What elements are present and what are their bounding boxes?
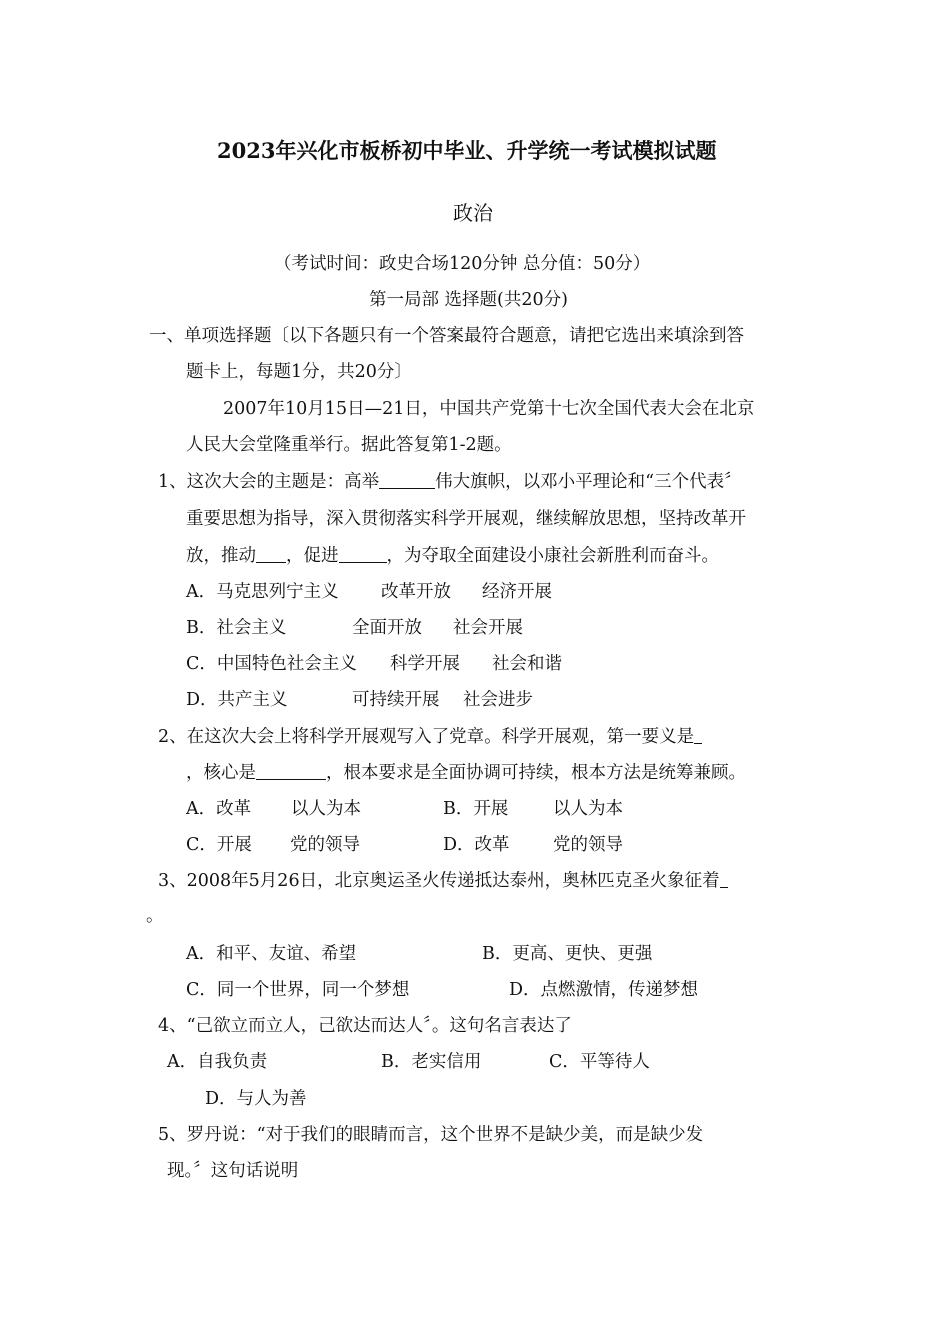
question-1-text-a: 1、这次大会的主题是：高举 [158,472,380,492]
part-heading: 第一局部 选择题(共20分) [369,290,568,310]
question-1-line2: 重要思想为指导，深入贯彻落实科学开展观，继续解放思想，坚持改革开 [186,509,746,529]
question-1-text-d: ，促进 [286,546,339,566]
q4-option-d: D．与人为善 [205,1089,307,1109]
q2-option-b: B．开展 [443,799,509,819]
q4-option-c: C．平等待人 [549,1052,650,1072]
q2-option-d: D．改革 [443,835,510,855]
question-2-line1 [158,725,702,749]
q2-option-a-detail: 以人为本 [291,799,361,819]
question-2-text-b: ，核心是 [186,763,256,783]
q3-option-b: B．更高、更快、更强 [482,944,653,964]
q3-option-d: D．点燃激情，传递梦想 [509,980,699,1000]
q1-option-d: D．共产主义 [186,690,288,710]
exam-info: （考试时间：政史合场120分钟 总分值：50分） [274,254,651,274]
q1-option-a-c: 经济开展 [482,582,552,602]
question-3-text-a: 3、2008年5月26日，北京奥运圣火传递抵达泰州，奥林匹克圣火象征着 [158,871,720,891]
q1-option-b: B．社会主义 [186,618,287,638]
answer-blank [694,725,702,744]
q1-option-c-c: 社会和谐 [492,654,562,674]
subject-heading: 政治 [453,201,493,225]
answer-blank [379,470,435,489]
question-1-line1 [158,470,742,494]
question-3-line1 [158,869,728,893]
q3-option-c: C．同一个世界，同一个梦想 [186,980,410,1000]
q1-option-d-c: 社会进步 [463,690,533,710]
q2-option-a: A．改革 [186,799,252,819]
question-1-text-b: 伟大旗帜，以邓小平理论和“三个代表〞 [435,472,742,492]
q2-option-b-detail: 以人为本 [553,799,623,819]
q1-option-a-b: 改革开放 [381,582,451,602]
q4-option-b: B．老实信用 [381,1052,482,1072]
q4-option-a: A．自我负责 [167,1052,268,1072]
q3-option-a: A．和平、友谊、希望 [186,944,357,964]
q2-option-d-detail: 党的领导 [553,835,623,855]
exam-title: 2023年兴化市板桥初中毕业、升学统一考试模拟试题 [217,138,717,163]
question-2-line2 [186,761,746,785]
q2-option-c-detail: 党的领导 [290,835,360,855]
q2-option-c: C．开展 [186,835,252,855]
question-1-text-c: 放，推动 [186,546,256,566]
q1-option-a: A．马克思列宁主义 [186,582,339,602]
context-line1: 2007年10月15日—21日，中国共产党第十七次全国代表大会在北京 [223,399,755,419]
question-3-line2: 。 [146,906,164,926]
q1-option-d-b: 可持续开展 [352,690,440,710]
answer-blank [339,544,387,563]
context-line2: 人民大会堂隆重举行。据此答复第1-2题。 [186,435,512,455]
q1-option-c: C．中国特色社会主义 [186,654,357,674]
q1-option-b-b: 全面开放 [352,618,422,638]
question-1-line3 [186,544,719,568]
question-1-text-e: ，为夺取全面建设小康社会新胜利而奋斗。 [386,546,719,566]
section-instruction-line2: 题卡上，每题1分，共20分〕 [186,362,412,382]
question-5-line2: 现。〞这句话说明 [167,1161,299,1181]
question-4-line1: 4、“己欲立而立人，己欲达而达人〞。这句名言表达了 [158,1016,572,1036]
answer-blank [256,761,326,780]
answer-blank [256,544,286,563]
q1-option-c-b: 科学开展 [390,654,460,674]
section-instruction-line1: 一、单项选择题〔以下各题只有一个答案最符合题意，请把它选出来填涂到答 [149,326,744,346]
answer-blank [720,869,728,888]
question-2-text-c: ，根本要求是全面协调可持续，根本方法是统筹兼顾。 [326,763,746,783]
question-5-line1: 5、罗丹说：“对于我们的眼睛而言，这个世界不是缺少美，而是缺少发 [158,1125,704,1145]
question-2-text-a: 2、在这次大会上将科学开展观写入了党章。科学开展观，第一要义是 [158,727,695,747]
q1-option-b-c: 社会开展 [453,618,523,638]
